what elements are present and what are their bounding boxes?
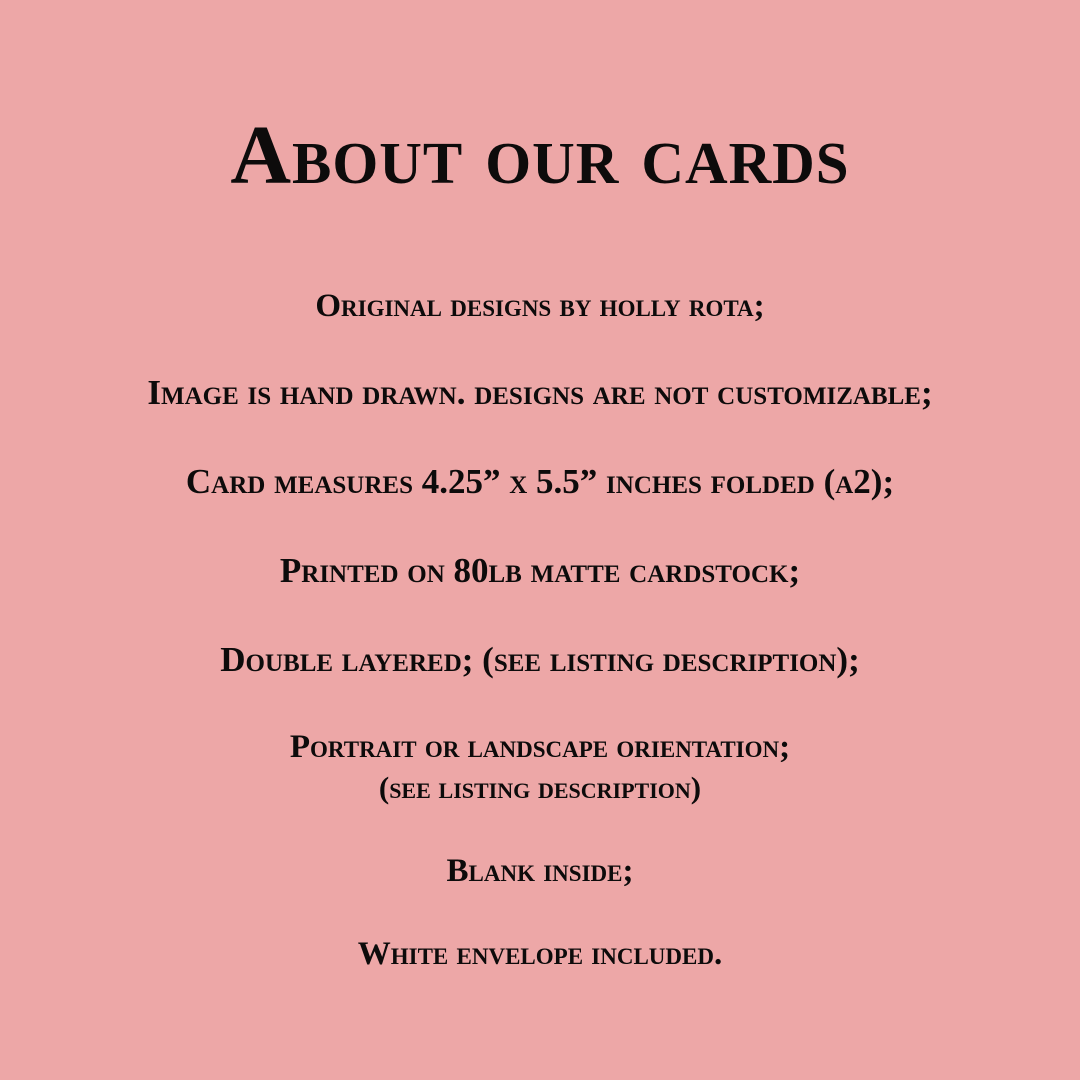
list-item-double-layered: Double layered; (see listing description); — [220, 639, 860, 679]
list-item-orientation-note: (see listing description) — [378, 770, 702, 806]
details-list — [0, 286, 1080, 974]
list-item-orientation — [30, 727, 1050, 807]
list-item-blank-inside: Blank inside; — [446, 853, 634, 890]
list-item-orientation-main: Portrait or landscape orientation; — [289, 729, 791, 766]
page-title: About our cards — [230, 109, 850, 202]
list-item-measurements: Card measures 4.25” x 5.5” inches folded (a2); — [185, 462, 895, 502]
list-item-designer: Original designs by holly rota; — [315, 288, 765, 325]
list-item-hand-drawn: Image is hand drawn. designs are not customizable; — [147, 373, 933, 413]
list-item-envelope: White envelope included. — [357, 935, 723, 972]
list-item-cardstock: Printed on 80lb matte cardstock; — [279, 550, 801, 590]
